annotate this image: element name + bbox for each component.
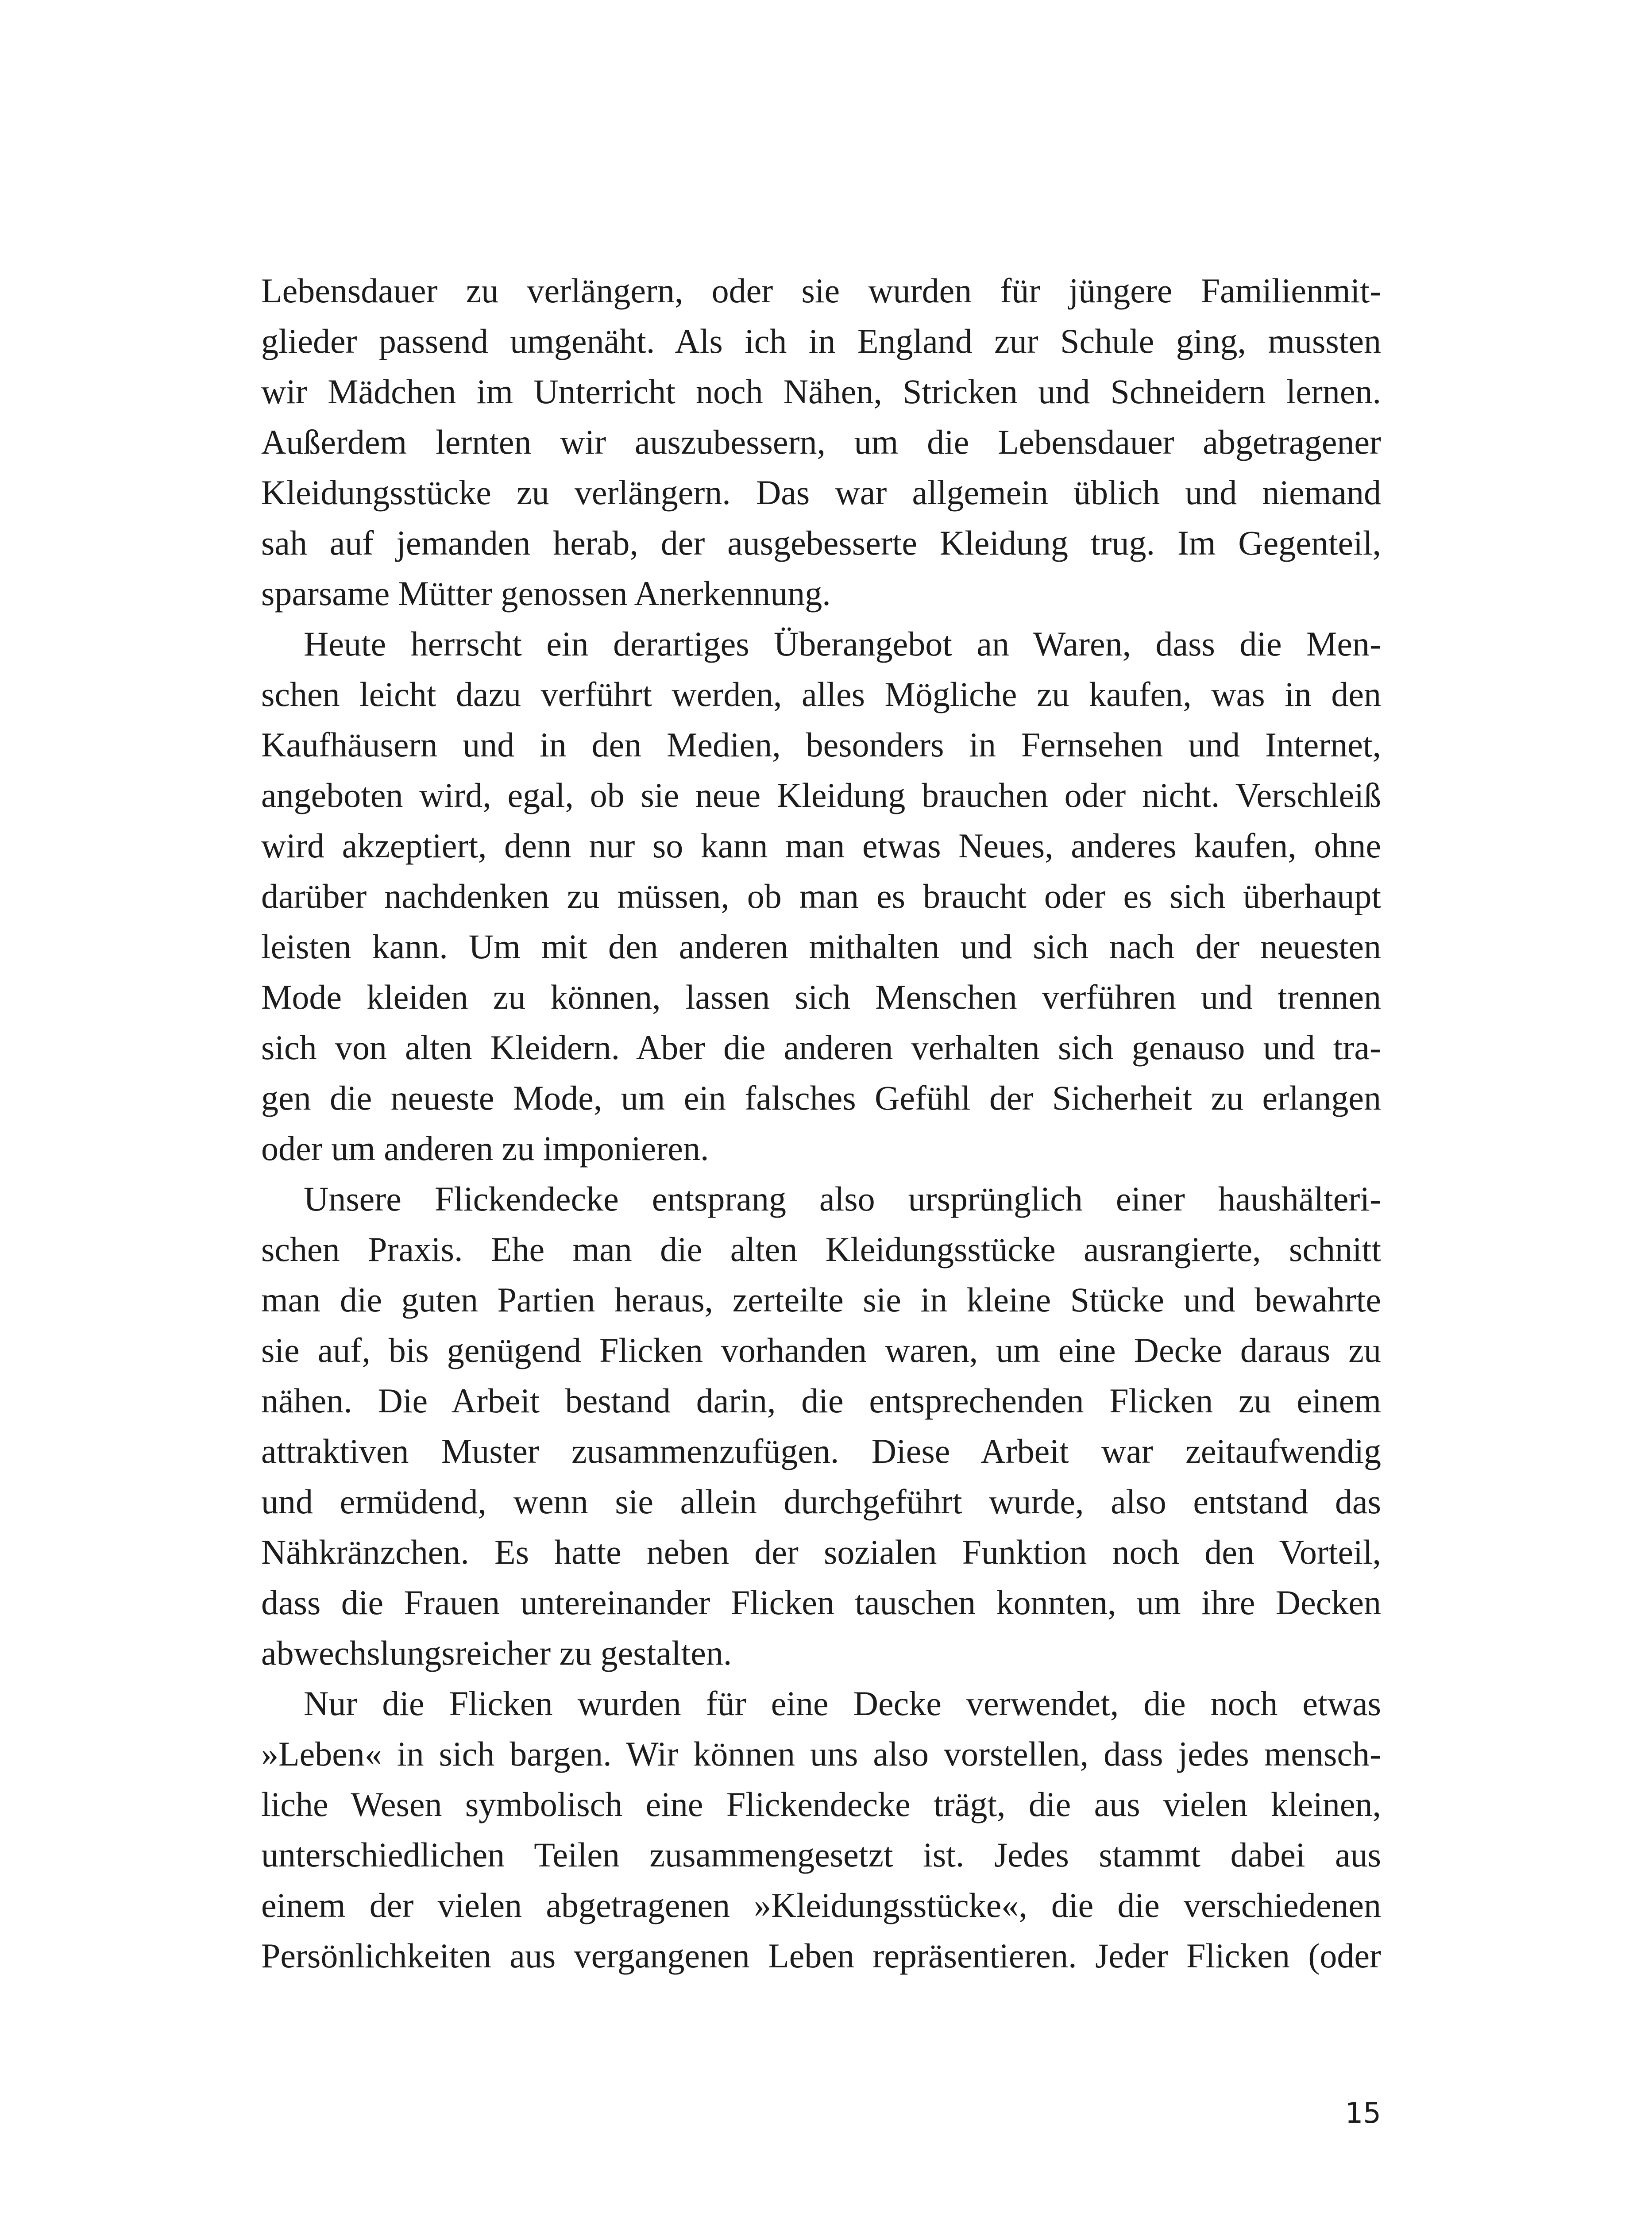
text-line: Mode kleiden zu können, lassen sich Menschen verführen und trennen [261,978,1381,1016]
text-line: attraktiven Muster zusammenzufügen. Diese Arbeit war zeitaufwendig [261,1432,1381,1470]
body-text [261,266,1381,1981]
text-line: sah auf jemanden herab, der ausgebesserte Kleidung trug. Im Gegenteil, [261,524,1381,562]
text-line: nähen. Die Arbeit bestand darin, die entsprechenden Flicken zu einem [261,1381,1381,1420]
text-line: Unsere Flickendecke entsprang also ursprünglich einer haushälteri- [304,1180,1381,1218]
text-line: oder um anderen zu imponieren. [261,1129,709,1168]
text-line: darüber nachdenken zu müssen, ob man es braucht oder es sich überhaupt [261,877,1381,915]
text-line: Außerdem lernten wir auszubessern, um die Lebensdauer abgetragener [261,423,1381,461]
text-line: liche Wesen symbolisch eine Flickendecke trägt, die aus vielen kleinen, [261,1785,1381,1824]
text-line: man die guten Partien heraus, zerteilte sie in kleine Stücke und bewahrte [261,1280,1381,1319]
text-line: angeboten wird, egal, ob sie neue Kleidung brauchen oder nicht. Verschleiß [261,776,1381,814]
text-line: leisten kann. Um mit den anderen mithalten und sich nach der neuesten [261,927,1381,966]
text-line: unterschiedlichen Teilen zusammengesetzt ist. Jedes stammt dabei aus [261,1835,1381,1874]
text-line: »Leben« in sich bargen. Wir können uns also vorstellen, dass jedes mensch- [261,1735,1381,1773]
text-line: Nur die Flicken wurden für eine Decke verwendet, die noch etwas [304,1684,1381,1723]
text-line: gen die neueste Mode, um ein falsches Gefühl der Sicherheit zu erlangen [261,1079,1381,1117]
page-number: 15 [1345,2097,1381,2130]
text-line: wir Mädchen im Unterricht noch Nähen, Stricken und Schneidern lernen. [261,372,1381,411]
text-line: sie auf, bis genügend Flicken vorhanden waren, um eine Decke daraus zu [261,1331,1381,1369]
text-line: schen leicht dazu verführt werden, alles Mögliche zu kaufen, was in den [261,675,1381,713]
text-line: sich von alten Kleidern. Aber die anderen verhalten sich genauso und tra- [261,1028,1381,1067]
text-line: einem der vielen abgetragenen »Kleidungsstücke«, die die verschiedenen [261,1886,1381,1924]
text-line: Kleidungsstücke zu verlängern. Das war allgemein üblich und niemand [261,473,1381,512]
text-line: und ermüdend, wenn sie allein durchgeführt wurde, also entstand das [261,1482,1381,1521]
text-line: Heute herrscht ein derartiges Überangebot an Waren, dass die Men- [304,625,1381,663]
text-line: abwechslungsreicher zu gestalten. [261,1634,732,1672]
text-line: dass die Frauen untereinander Flicken tauschen konnten, um ihre Decken [261,1583,1381,1622]
text-line: glieder passend umgenäht. Als ich in England zur Schule ging, mussten [261,322,1381,360]
text-line: sparsame Mütter genossen Anerkennung. [261,574,831,613]
text-line: Lebensdauer zu verlängern, oder sie wurden für jüngere Familienmit- [261,271,1381,310]
text-line: Nähkränzchen. Es hatte neben der sozialen Funktion noch den Vorteil, [261,1533,1381,1571]
text-line: schen Praxis. Ehe man die alten Kleidungsstücke ausrangierte, schnitt [261,1230,1381,1268]
text-line: Kaufhäusern und in den Medien, besonders in Fernsehen und Internet, [261,725,1381,764]
text-line: wird akzeptiert, denn nur so kann man etwas Neues, anderes kaufen, ohne [261,826,1381,865]
text-line: Persönlichkeiten aus vergangenen Leben repräsentieren. Jeder Flicken (oder [261,1936,1381,1975]
